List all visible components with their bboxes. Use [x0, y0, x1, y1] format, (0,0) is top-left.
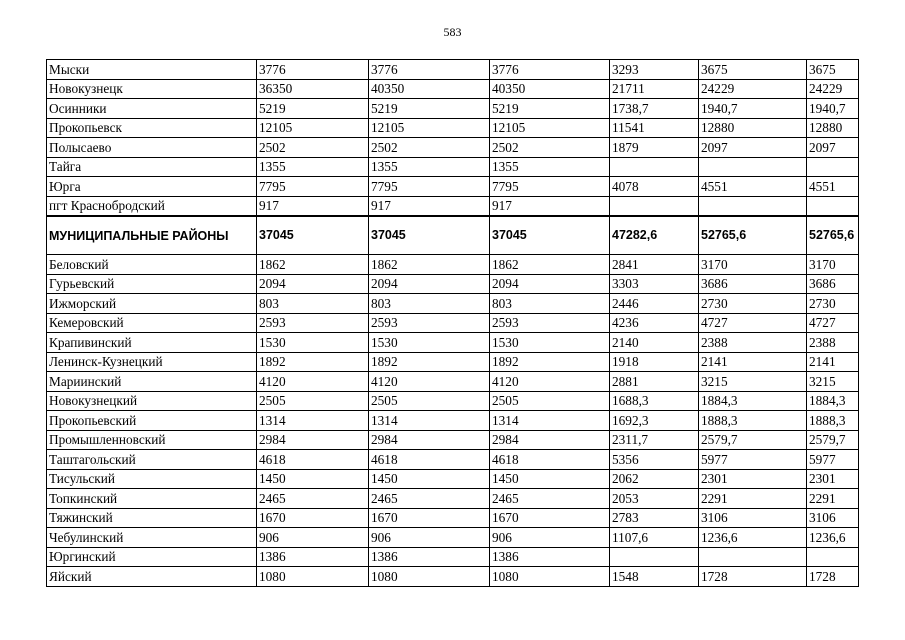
value-cell: 37045 [369, 216, 490, 255]
value-cell: 2094 [257, 274, 369, 294]
value-cell: 2097 [699, 138, 807, 158]
value-cell: 1530 [490, 333, 610, 353]
value-cell: 12880 [699, 118, 807, 138]
value-cell: 4551 [807, 177, 859, 197]
row-name-cell: Прокопьевский [47, 411, 257, 431]
value-cell: 40350 [490, 79, 610, 99]
row-name-cell: Ижморский [47, 294, 257, 314]
row-name-cell: Юрга [47, 177, 257, 197]
table-row [47, 352, 859, 372]
table-row [47, 255, 859, 275]
value-cell: 1884,3 [807, 391, 859, 411]
value-cell: 1450 [490, 469, 610, 489]
value-cell: 803 [490, 294, 610, 314]
value-cell [699, 196, 807, 216]
value-cell: 5356 [610, 450, 699, 470]
value-cell: 1888,3 [699, 411, 807, 431]
value-cell: 2291 [699, 489, 807, 509]
value-cell: 2053 [610, 489, 699, 509]
value-cell: 2141 [807, 352, 859, 372]
value-cell: 4120 [369, 372, 490, 392]
value-cell: 2502 [257, 138, 369, 158]
value-cell: 4618 [490, 450, 610, 470]
row-name-cell: Тайга [47, 157, 257, 177]
value-cell: 1728 [699, 567, 807, 587]
value-cell: 3776 [369, 60, 490, 80]
row-name-cell: Мыски [47, 60, 257, 80]
row-name-cell: Таштагольский [47, 450, 257, 470]
value-cell: 52765,6 [807, 216, 859, 255]
table-row [47, 469, 859, 489]
value-cell: 11541 [610, 118, 699, 138]
value-cell [807, 157, 859, 177]
value-cell: 37045 [257, 216, 369, 255]
value-cell: 1862 [257, 255, 369, 275]
value-cell [807, 196, 859, 216]
row-name-cell: Промышленновский [47, 430, 257, 450]
value-cell: 40350 [369, 79, 490, 99]
value-cell: 4551 [699, 177, 807, 197]
value-cell: 3686 [807, 274, 859, 294]
value-cell: 2730 [807, 294, 859, 314]
value-cell: 917 [369, 196, 490, 216]
value-cell: 2881 [610, 372, 699, 392]
row-name-cell: Чебулинский [47, 528, 257, 548]
value-cell: 24229 [807, 79, 859, 99]
table-row [47, 196, 859, 216]
value-cell: 3106 [807, 508, 859, 528]
value-cell: 1892 [257, 352, 369, 372]
table-row [47, 528, 859, 548]
value-cell: 2094 [369, 274, 490, 294]
value-cell: 2984 [369, 430, 490, 450]
table-row [47, 391, 859, 411]
value-cell: 1940,7 [807, 99, 859, 119]
value-cell: 2502 [490, 138, 610, 158]
value-cell: 2446 [610, 294, 699, 314]
value-cell: 2388 [807, 333, 859, 353]
value-cell: 4618 [257, 450, 369, 470]
value-cell: 1670 [369, 508, 490, 528]
value-cell: 2465 [369, 489, 490, 509]
value-cell: 3675 [699, 60, 807, 80]
value-cell: 12105 [257, 118, 369, 138]
value-cell: 2062 [610, 469, 699, 489]
row-name-cell: Тисульский [47, 469, 257, 489]
value-cell [807, 547, 859, 567]
table-row [47, 274, 859, 294]
value-cell: 4120 [257, 372, 369, 392]
value-cell: 1879 [610, 138, 699, 158]
table-row [47, 157, 859, 177]
value-cell: 1670 [490, 508, 610, 528]
value-cell: 906 [257, 528, 369, 548]
value-cell: 2140 [610, 333, 699, 353]
value-cell: 36350 [257, 79, 369, 99]
value-cell: 2505 [257, 391, 369, 411]
value-cell: 52765,6 [699, 216, 807, 255]
value-cell: 1738,7 [610, 99, 699, 119]
value-cell: 2301 [699, 469, 807, 489]
row-name-cell: Юргинский [47, 547, 257, 567]
value-cell: 2465 [257, 489, 369, 509]
value-cell: 7795 [490, 177, 610, 197]
value-cell: 917 [257, 196, 369, 216]
table-row [47, 177, 859, 197]
value-cell: 1314 [257, 411, 369, 431]
value-cell: 1080 [490, 567, 610, 587]
value-cell: 1236,6 [699, 528, 807, 548]
row-name-cell: Ленинск-Кузнецкий [47, 352, 257, 372]
row-name-cell: Новокузнецкий [47, 391, 257, 411]
value-cell: 4618 [369, 450, 490, 470]
value-cell: 47282,6 [610, 216, 699, 255]
value-cell: 2783 [610, 508, 699, 528]
value-cell: 4078 [610, 177, 699, 197]
value-cell: 1386 [369, 547, 490, 567]
value-cell [610, 547, 699, 567]
value-cell: 2301 [807, 469, 859, 489]
value-cell: 3170 [699, 255, 807, 275]
value-cell: 12105 [369, 118, 490, 138]
value-cell: 2502 [369, 138, 490, 158]
value-cell: 3303 [610, 274, 699, 294]
row-name-cell: Яйский [47, 567, 257, 587]
value-cell: 1548 [610, 567, 699, 587]
table-row [47, 450, 859, 470]
table-row [47, 508, 859, 528]
row-name-cell: Мариинский [47, 372, 257, 392]
value-cell: 4727 [807, 313, 859, 333]
row-name-cell: Осинники [47, 99, 257, 119]
value-cell: 2291 [807, 489, 859, 509]
value-cell: 2593 [369, 313, 490, 333]
value-cell [699, 547, 807, 567]
value-cell: 1355 [490, 157, 610, 177]
value-cell: 2388 [699, 333, 807, 353]
value-cell: 12880 [807, 118, 859, 138]
table-row [47, 118, 859, 138]
row-name-cell: МУНИЦИПАЛЬНЫЕ РАЙОНЫ [47, 216, 257, 255]
value-cell: 21711 [610, 79, 699, 99]
table-row [47, 567, 859, 587]
value-cell: 3215 [807, 372, 859, 392]
value-cell: 2579,7 [699, 430, 807, 450]
value-cell: 2097 [807, 138, 859, 158]
value-cell: 1314 [369, 411, 490, 431]
row-name-cell: Беловский [47, 255, 257, 275]
row-name-cell: Гурьевский [47, 274, 257, 294]
value-cell: 803 [257, 294, 369, 314]
table-row [47, 216, 859, 255]
value-cell: 2311,7 [610, 430, 699, 450]
value-cell: 4120 [490, 372, 610, 392]
value-cell: 7795 [369, 177, 490, 197]
value-cell: 906 [369, 528, 490, 548]
value-cell: 2094 [490, 274, 610, 294]
value-cell: 1450 [369, 469, 490, 489]
value-cell: 3675 [807, 60, 859, 80]
table-row [47, 411, 859, 431]
value-cell: 24229 [699, 79, 807, 99]
value-cell: 37045 [490, 216, 610, 255]
row-name-cell: Тяжинский [47, 508, 257, 528]
value-cell: 5219 [369, 99, 490, 119]
table-row [47, 138, 859, 158]
value-cell: 3106 [699, 508, 807, 528]
table-row [47, 99, 859, 119]
value-cell: 1530 [257, 333, 369, 353]
data-table [46, 59, 859, 587]
value-cell: 3170 [807, 255, 859, 275]
value-cell: 1892 [490, 352, 610, 372]
table-row [47, 333, 859, 353]
value-cell: 2579,7 [807, 430, 859, 450]
table-row [47, 372, 859, 392]
value-cell: 3776 [257, 60, 369, 80]
value-cell: 4236 [610, 313, 699, 333]
value-cell: 906 [490, 528, 610, 548]
value-cell: 1688,3 [610, 391, 699, 411]
table-row [47, 547, 859, 567]
value-cell: 1355 [369, 157, 490, 177]
value-cell: 1692,3 [610, 411, 699, 431]
value-cell: 2141 [699, 352, 807, 372]
value-cell: 2505 [490, 391, 610, 411]
table-row [47, 294, 859, 314]
value-cell: 2730 [699, 294, 807, 314]
value-cell: 1236,6 [807, 528, 859, 548]
value-cell: 5977 [807, 450, 859, 470]
value-cell: 1670 [257, 508, 369, 528]
value-cell: 2984 [257, 430, 369, 450]
value-cell: 5219 [257, 99, 369, 119]
value-cell: 2984 [490, 430, 610, 450]
value-cell: 4727 [699, 313, 807, 333]
table-row [47, 79, 859, 99]
value-cell: 1892 [369, 352, 490, 372]
value-cell: 1080 [257, 567, 369, 587]
value-cell: 1728 [807, 567, 859, 587]
table-row [47, 489, 859, 509]
value-cell: 12105 [490, 118, 610, 138]
value-cell: 5219 [490, 99, 610, 119]
value-cell: 1107,6 [610, 528, 699, 548]
row-name-cell: Новокузнецк [47, 79, 257, 99]
value-cell: 1355 [257, 157, 369, 177]
value-cell: 1862 [369, 255, 490, 275]
value-cell: 1918 [610, 352, 699, 372]
row-name-cell: Крапивинский [47, 333, 257, 353]
value-cell: 1386 [257, 547, 369, 567]
value-cell: 2465 [490, 489, 610, 509]
value-cell: 1450 [257, 469, 369, 489]
value-cell: 2505 [369, 391, 490, 411]
page-number: 583 [443, 25, 462, 39]
value-cell: 803 [369, 294, 490, 314]
row-name-cell: Топкинский [47, 489, 257, 509]
value-cell: 1940,7 [699, 99, 807, 119]
value-cell: 3215 [699, 372, 807, 392]
value-cell: 5977 [699, 450, 807, 470]
value-cell: 3686 [699, 274, 807, 294]
row-name-cell: Полысаево [47, 138, 257, 158]
value-cell: 2593 [490, 313, 610, 333]
table-body [47, 60, 859, 587]
value-cell [699, 157, 807, 177]
value-cell: 2841 [610, 255, 699, 275]
value-cell [610, 196, 699, 216]
value-cell: 1314 [490, 411, 610, 431]
value-cell: 1862 [490, 255, 610, 275]
table-row [47, 60, 859, 80]
table-row [47, 313, 859, 333]
value-cell: 1530 [369, 333, 490, 353]
value-cell: 1884,3 [699, 391, 807, 411]
value-cell: 1080 [369, 567, 490, 587]
row-name-cell: Кемеровский [47, 313, 257, 333]
table-row [47, 430, 859, 450]
value-cell: 7795 [257, 177, 369, 197]
value-cell: 917 [490, 196, 610, 216]
row-name-cell: Прокопьевск [47, 118, 257, 138]
value-cell: 3293 [610, 60, 699, 80]
value-cell: 2593 [257, 313, 369, 333]
value-cell: 1386 [490, 547, 610, 567]
value-cell: 3776 [490, 60, 610, 80]
value-cell [610, 157, 699, 177]
row-name-cell: пгт Краснобродский [47, 196, 257, 216]
value-cell: 1888,3 [807, 411, 859, 431]
